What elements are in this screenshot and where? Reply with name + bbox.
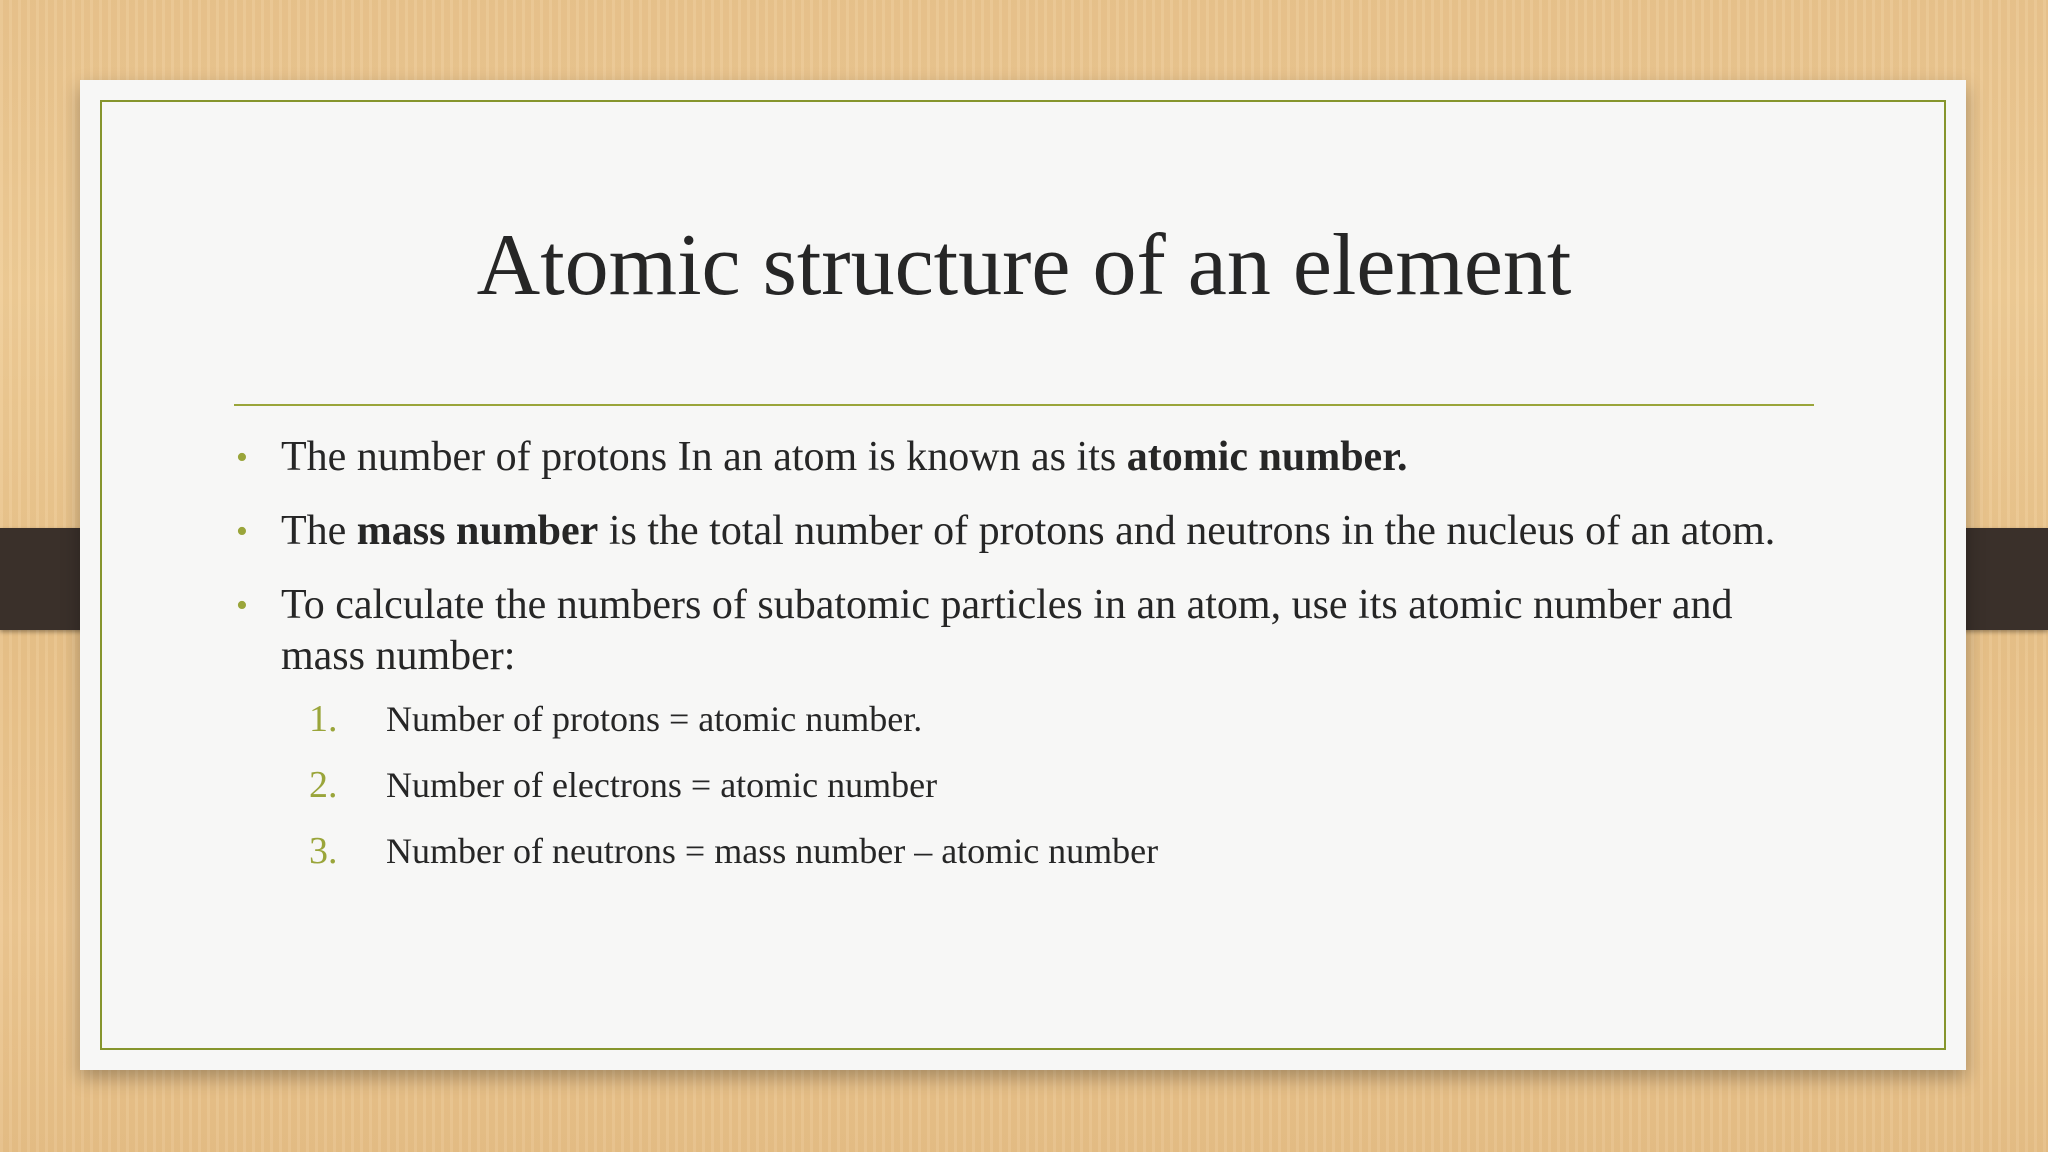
slide-title: Atomic structure of an element xyxy=(476,217,1572,314)
numbered-list-container xyxy=(236,697,1796,873)
bullet-list xyxy=(236,432,1796,895)
numbered-item-text: Number of electrons = atomic number xyxy=(386,765,938,805)
bullet-item-atomic-number xyxy=(236,432,1796,483)
numbered-item-text: Number of protons = atomic number. xyxy=(386,699,923,739)
numbered-item-neutrons xyxy=(236,829,1796,873)
numbered-list xyxy=(236,697,1796,873)
bullet-bold-term: atomic number. xyxy=(1126,434,1408,480)
title-divider xyxy=(234,404,1814,406)
bullet-item-calculate xyxy=(236,580,1796,682)
bullet-bold-term: mass number xyxy=(356,508,599,554)
bullet-text-tail: is the total number of protons and neutrons in the nucleus of an atom. xyxy=(598,508,1776,554)
bullet-text: To calculate the numbers of subatomic particles in an atom, use its atomic number and mass number: xyxy=(281,582,1733,679)
bullet-dot-icon: • xyxy=(236,513,248,550)
numbered-item-protons xyxy=(236,697,1796,741)
bullet-text: The number of protons In an atom is known as its xyxy=(281,434,1127,480)
bullet-dot-icon: • xyxy=(236,439,248,476)
bullet-item-mass-number xyxy=(236,506,1796,557)
bullet-text: The xyxy=(281,508,357,554)
numbered-item-text: Number of neutrons = mass number – atomic number xyxy=(386,831,1159,871)
list-number: 1. xyxy=(309,698,338,740)
bullet-dot-icon: • xyxy=(236,587,248,624)
list-number: 2. xyxy=(309,764,338,806)
list-number: 3. xyxy=(309,830,338,872)
numbered-item-electrons xyxy=(236,763,1796,807)
